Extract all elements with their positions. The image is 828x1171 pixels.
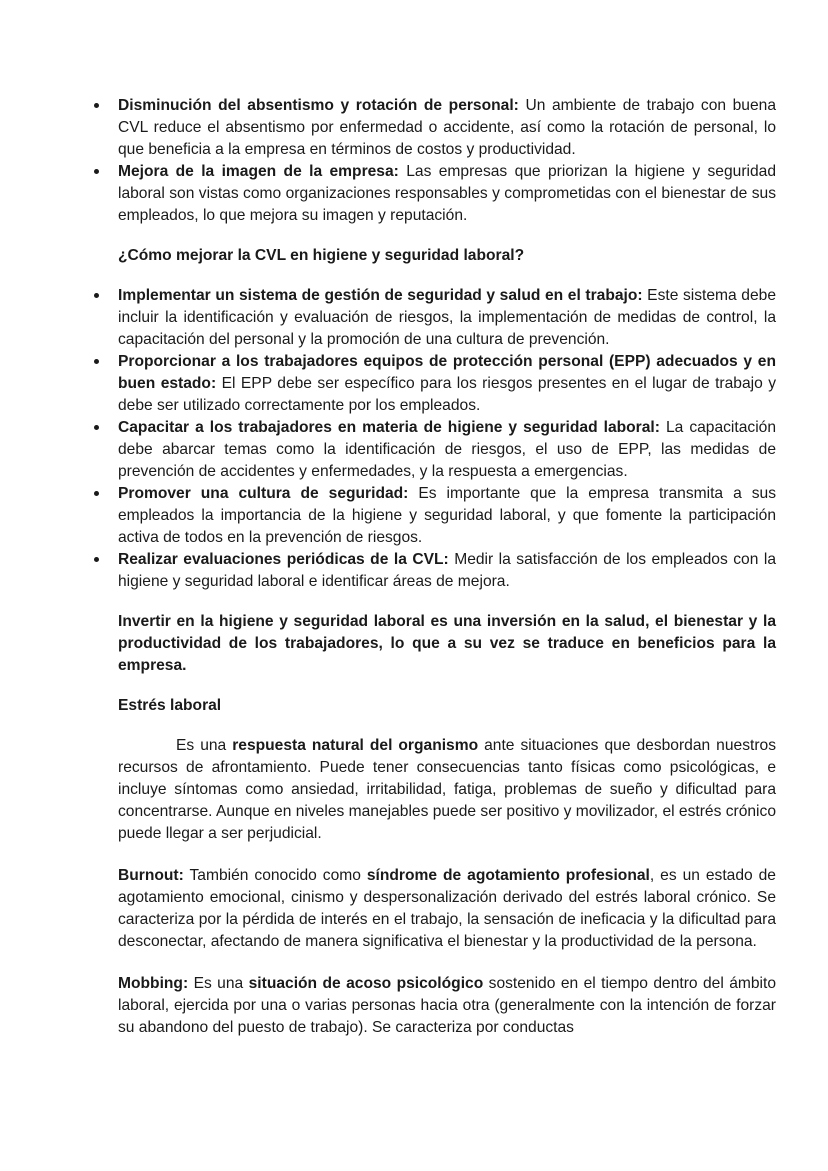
paragraph-emphasis: situación de acoso psicológico bbox=[248, 975, 484, 992]
paragraph-text: sostenido en el tiempo dentro del ámbito laboral, ejercida por una o varias personas hacia otra (generalmente con la intención de forzar su abandono del puesto de trabajo). Se caracteriza por conductas bbox=[118, 975, 777, 1036]
list-item-text: La capacitación debe abarcar temas como la identificación de riesgos, el uso de EPP, las medidas de prevención de accidentes y enfermedades, y la respuesta a emergencias. bbox=[118, 419, 777, 480]
term-label: Mobbing: bbox=[118, 975, 189, 992]
list-item bbox=[118, 417, 776, 483]
list-item-title: Capacitar a los trabajadores en materia de higiene y seguridad laboral: bbox=[118, 419, 660, 436]
list-item bbox=[118, 285, 776, 351]
list-item-text: Un ambiente de trabajo con buena CVL reduce el absentismo por enfermedad o accidente, así como la rotación de personal, lo que beneficia a la empresa en términos de costos y productividad. bbox=[118, 97, 776, 158]
paragraph-emphasis: respuesta natural del organismo bbox=[232, 737, 479, 754]
list-item-title: Disminución del absentismo y rotación de personal: bbox=[118, 97, 519, 114]
list-item-title: Realizar evaluaciones periódicas de la CVL: bbox=[118, 551, 449, 568]
stress-paragraph bbox=[118, 735, 776, 845]
paragraph-text: ante situaciones que desbordan nuestros recursos de afrontamiento. Puede tener consecuencias tanto físicas como psicológicas, e incluye síntomas como ansiedad, irritabilidad, fatiga, problemas de sueño y dificultad para concentrarse. Aunque en niveles manejables puede ser positivo y movilizador, el estrés crónico puede llegar a ser perjudicial. bbox=[118, 737, 776, 842]
paragraph-text: También conocido como bbox=[183, 867, 367, 884]
list-item-title: Mejora de la imagen de la empresa: bbox=[118, 163, 399, 180]
list-item-title: Implementar un sistema de gestión de seguridad y salud en el trabajo: bbox=[118, 287, 643, 304]
list-item bbox=[118, 549, 776, 593]
list-item-text: Este sistema debe incluir la identificación y evaluación de riesgos, la implementación de medidas de control, la capacitación del personal y la promoción de una cultura de prevención. bbox=[118, 287, 776, 348]
paragraph-text: Es una bbox=[188, 975, 249, 992]
section-title: Estrés laboral bbox=[118, 697, 222, 714]
list-item-title: Proporcionar a los trabajadores equipos de protección personal (EPP) adecuados y en buen estado: bbox=[118, 353, 776, 392]
improvement-list bbox=[118, 285, 776, 593]
closing-statement: Invertir en la higiene y seguridad laboral es una inversión en la salud, el bienestar y la productividad de los trabajadores, lo que a su vez se traduce en beneficios para la empresa. bbox=[118, 613, 776, 674]
list-item bbox=[118, 483, 776, 549]
mobbing-paragraph bbox=[118, 973, 776, 1039]
term-label: Burnout: bbox=[118, 867, 184, 884]
paragraph-text: , es un estado de agotamiento emocional, cinismo y despersonalización derivado del estrés laboral crónico. Se caracteriza por la pérdida de interés en el trabajo, la sensación de ineficacia y la dificultad para desconectar, afectando de manera significativa el bienestar y la productividad de la persona. bbox=[118, 867, 776, 950]
list-item-text: Medir la satisfacción de los empleados con la higiene y seguridad laboral e identificar áreas de mejora. bbox=[118, 551, 776, 590]
list-item-text: Las empresas que priorizan la higiene y seguridad laboral son vistas como organizaciones responsables y comprometidas con el bienestar de sus empleados, lo que mejora su imagen y reputación. bbox=[118, 163, 776, 224]
paragraph-emphasis: síndrome de agotamiento profesional bbox=[366, 867, 650, 884]
paragraph-text: Es una bbox=[176, 737, 233, 754]
section-heading: ¿Cómo mejorar la CVL en higiene y seguridad laboral? bbox=[118, 247, 525, 264]
list-item-text: Es importante que la empresa transmita a sus empleados la importancia de la higiene y seguridad laboral, y que fomente la participación activa de todos en la prevención de riesgos. bbox=[118, 485, 776, 546]
list-item bbox=[118, 351, 776, 417]
burnout-paragraph bbox=[118, 865, 776, 953]
list-item-title: Promover una cultura de seguridad: bbox=[118, 485, 409, 502]
list-item bbox=[118, 161, 776, 227]
list-item-text: El EPP debe ser específico para los riesgos presentes en el lugar de trabajo y debe ser utilizado correctamente por los empleados. bbox=[118, 375, 776, 414]
benefits-list bbox=[118, 95, 776, 227]
list-item bbox=[118, 95, 776, 161]
